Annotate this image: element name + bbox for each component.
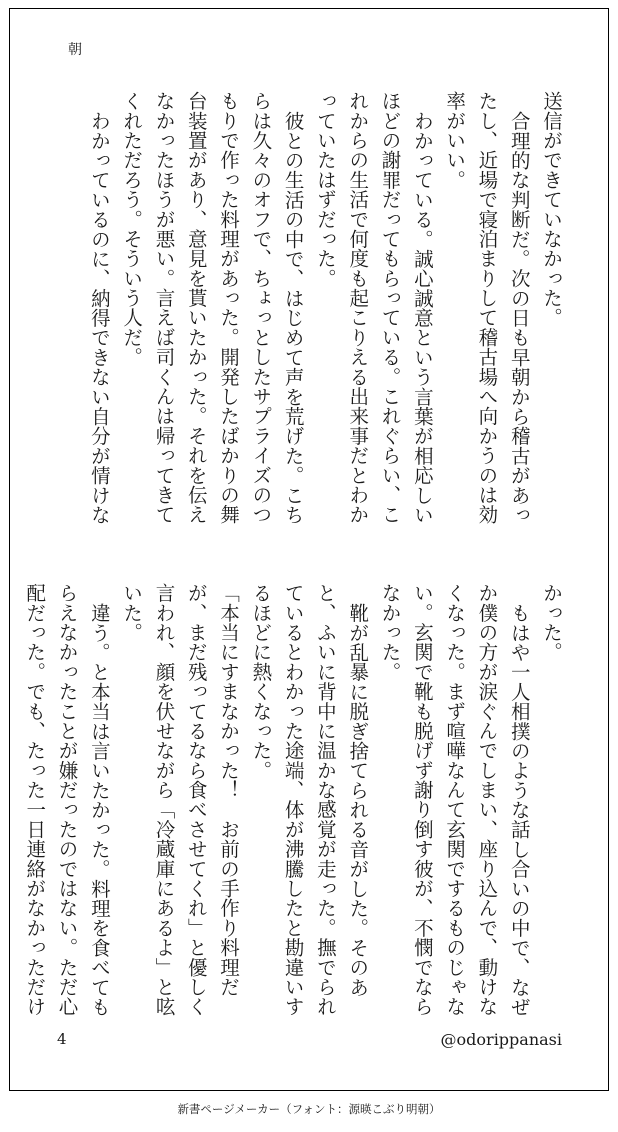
paragraph: 靴が乱暴に脱ぎ捨てられる音がした。そのあと、ふいに背中に温かな感覚が走った。撫でられているとわかった途端、体が沸騰したと勘違いするほどに熱くなった。 [249,583,370,1017]
paragraph: わかっている。誠心誠意という言葉が相応しいほどの謝罪だってもらっている。これぐらい、これからの生活で何度も起こりえる出来事だとわかっていたはずだった。 [313,91,434,525]
chapter-title: 朝 [68,42,82,58]
paragraph: 彼との生活の中で、はじめて声を荒げた。こちらは久々のオフで、ちょっとしたサプライズのつもりで作った料理があった。開発したばかりの舞台装置があり、意見を貰いたかった。それを伝えなかったほうが悪い。言えば司くんは帰ってきてくれただろう。そういう人だ。 [120,91,305,525]
paragraph: 違う。と本当は言いたかった。料理を食べてもらえなかったことが嫌だったのではない。ただ心配だった。でも、たった一日連絡がなかっただけ [23,583,111,1017]
page-number: 4 [57,1030,67,1048]
paragraph: わかっているのに、納得できない自分が情けな [87,110,111,524]
lower-text-block [23,583,567,1023]
author-handle: @odorippanasi [440,1030,562,1049]
paragraph: 「本当にすまなかった！ お前の手作り料理だが、まだ残ってるなら食べさせてくれ」と優しく言われ、顔を伏せながら「冷蔵庫にあるよ」と呟いた。 [120,583,241,1017]
paragraph: もはや一人相撲のような話し合いの中で、なぜか僕の方が涙ぐんでしまい、座り込んで、動けなくなった。まず喧嘩なんて玄関でするものじゃない。玄関で靴も脱げず謝り倒す彼が、不憫でならなかった。 [378,583,531,1017]
paragraph: かった。 [540,583,563,662]
paragraph: 送信ができていなかった。 [540,91,563,328]
page-frame [9,8,609,1091]
upper-text-block [47,91,567,531]
paragraph: 合理的な判断だ。次の日も早朝から稽古があったし、近場で寝泊まりして稽古場へ向かうのは効率がいい。 [443,91,531,525]
footer-credit: 新書ページメーカー（フォント：源暎こぶり明朝） [177,1102,441,1116]
